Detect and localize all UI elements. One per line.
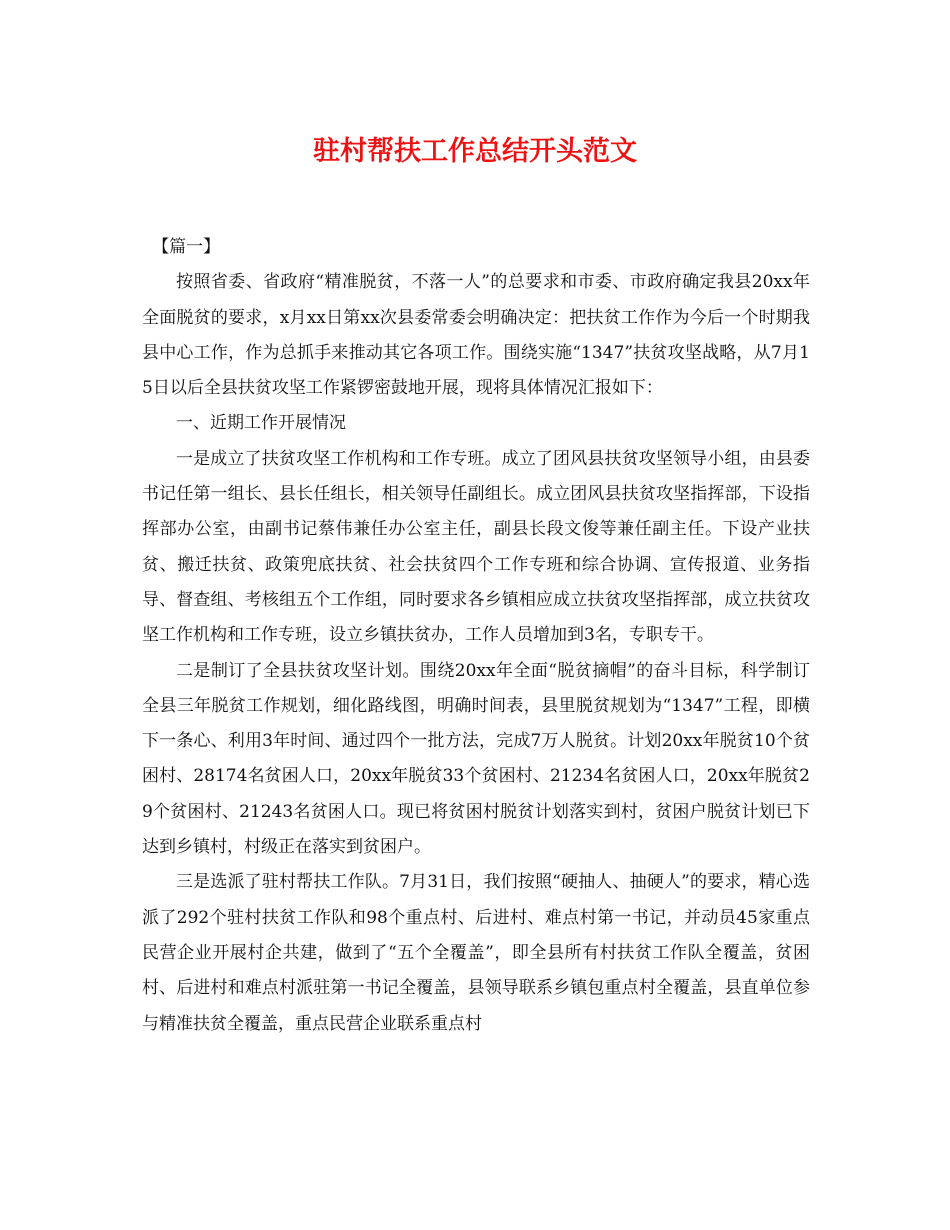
document-title: 驻村帮扶工作总结开头范文 xyxy=(313,136,637,167)
paragraph-first-point: 一是成立了扶贫攻坚工作机构和工作专班。成立了团风县扶贫攻坚领导小组，由县委书记任第一组长、县长任组长，相关领导任副组长。成立团风县扶贫攻坚指挥部，下设指挥部办公室，由副书记蔡伟兼任办公室主任，副县长段文俊等兼任副主任。下设产业扶贫、搬迁扶贫、政策兜底扶贫、社会扶贫四个工作专班和综合协调、宣传报道、业务指导、督查组、考核组五个工作组，同时要求各乡镇相应成立扶贫攻坚指挥部，成立扶贫攻坚工作机构和工作专班，设立乡镇扶贫办，工作人员增加到3名，专职专干。 xyxy=(142,448,810,646)
paragraph-intro: 按照省委、省政府“精准脱贫，不落一人”的总要求和市委、市政府确定我县20xx年全面脱贫的要求，x月xx日第xx次县委常委会明确决定：把扶贫工作作为今后一个时期我县中心工作，作为总抓手来推动其它各项工作。围绕实施“1347”扶贫攻坚战略，从7月15日以后全县扶贫攻坚工作紧锣密鼓地开展，现将具体情况汇报如下： xyxy=(142,272,810,399)
section-label: 【篇一】 xyxy=(152,237,221,257)
paragraph-third-point: 三是选派了驻村帮扶工作队。7月31日，我们按照“硬抽人、抽硬人”的要求，精心选派了292个驻村扶贫工作队和98个重点村、后进村、难点村第一书记，并动员45家重点民营企业开展村企共建，做到了“五个全覆盖”，即全县所有村扶贫工作队全覆盖，贫困村、后进村和难点村派驻第一书记全覆盖，县领导联系乡镇包重点村全覆盖，县直单位参与精准扶贫全覆盖，重点民营企业联系重点村 xyxy=(142,872,810,1034)
paragraph-section-heading: 一、近期工作开展情况 xyxy=(176,413,346,434)
paragraph-second-point: 二是制订了全县扶贫攻坚计划。围绕20xx年全面“脱贫摘帽”的奋斗目标，科学制订全县三年脱贫工作规划，细化路线图，明确时间表，县里脱贫规划为“1347”工程，即横下一条心、利用3年时间、通过四个一批方法，完成7万人脱贫。计划20xx年脱贫10个贫困村、28174名贫困人口，20xx年脱贫33个贫困村、21234名贫困人口，20xx年脱贫29个贫困村、21243名贫困人口。现已将贫困村脱贫计划落实到村，贫困户脱贫计划已下达到乡镇村，村级正在落实到贫困户。 xyxy=(142,660,810,858)
document-body xyxy=(142,230,810,1042)
